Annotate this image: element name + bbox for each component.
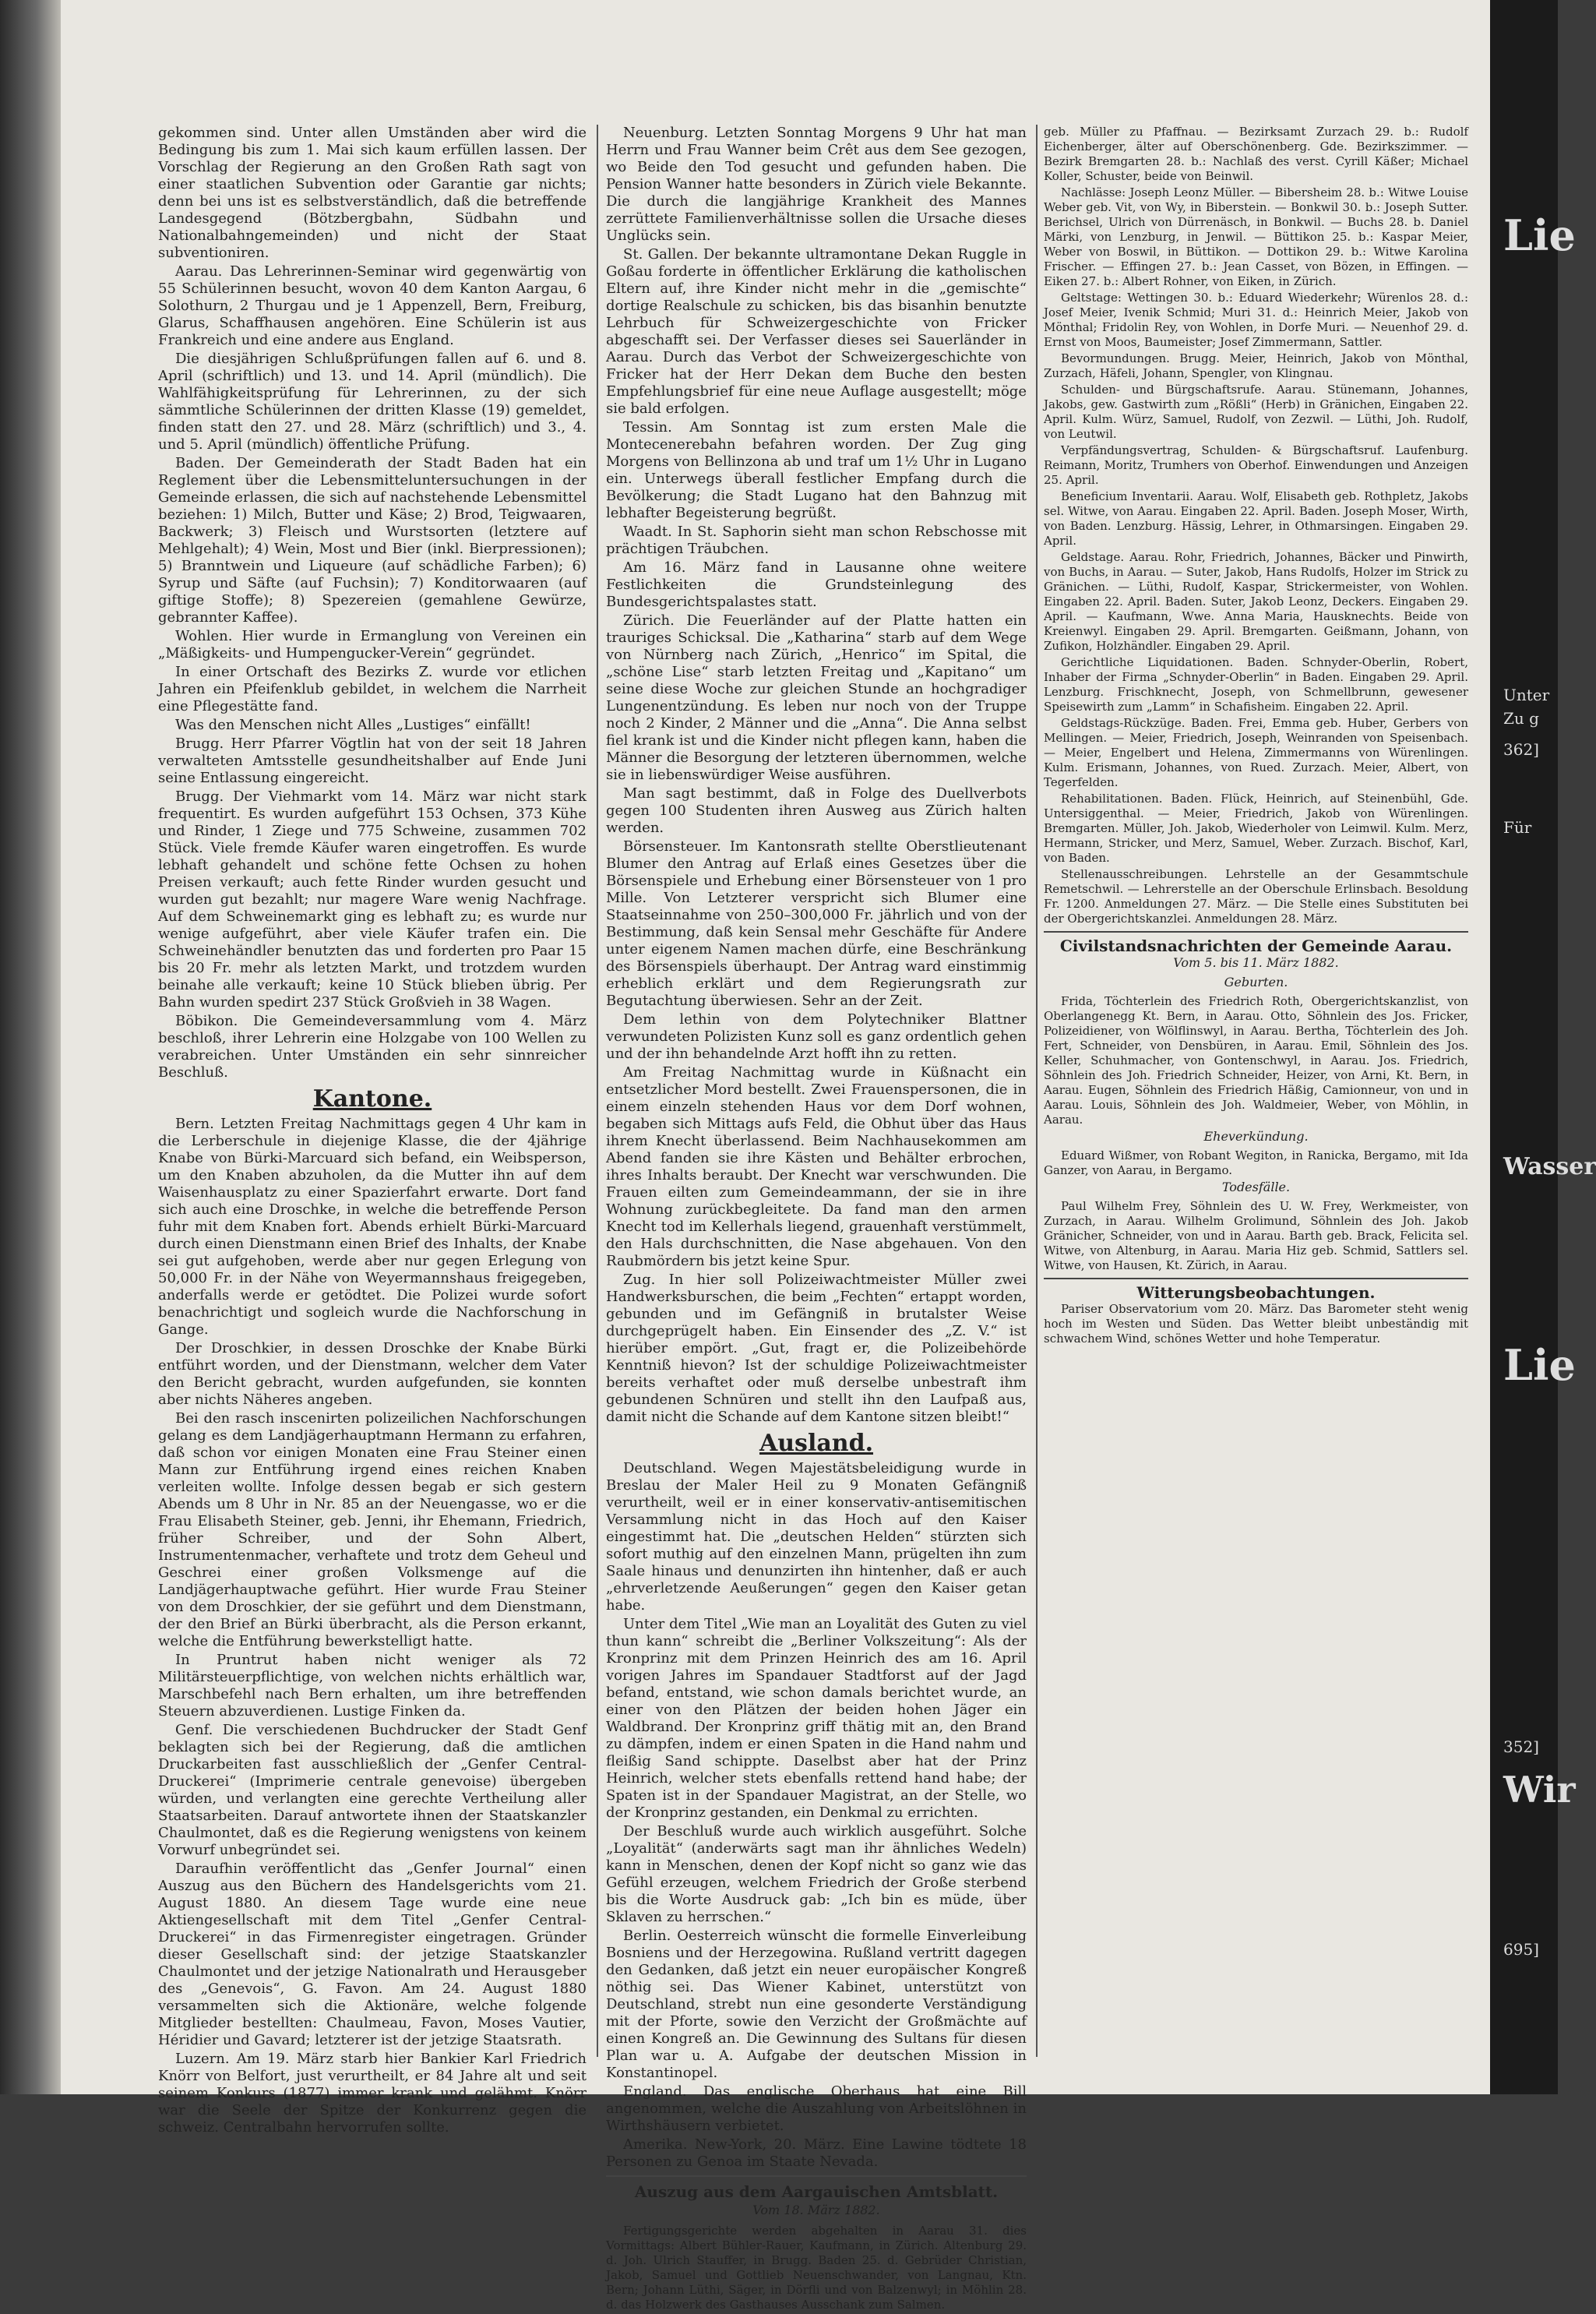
section-heading-ausland: Ausland. <box>759 1430 874 1457</box>
adjacent-fragment-8: Wir <box>1503 1769 1576 1811</box>
divider <box>1044 1278 1468 1279</box>
page-binding-shadow <box>0 0 61 2094</box>
article-genf: Genf. Die verschiedenen Buchdrucker der Stadt Genf beklagten sich bei der Regierung, daß die amtlichen Druckarbeiten fast ausschließlich der „Genfer Central-Druckerei“ (Imprimerie centrale genevoise) übergeben würden, und verlangten eine gerechte Vertheilung aller Staatsarbeiten. Darauf antwortete ihnen der Staatskanzler Chaulmontet, daß es die Regierung wenigstens von keinem Vorwurf unbegründet sei. <box>158 1722 587 1858</box>
article-stgallen: St. Gallen. Der bekannte ultramontane Dekan Ruggle in Goßau forderte in öffentlicher Erklärung die katholischen Eltern auf, ihre Kinder nicht mehr in die „gemischte“ dortige Realschule zu schicken, bis das bisanhin benutzte Lehrbuch für Schweizergeschichte von Fricker abgeschafft sei. Der Verfasser dieses sei Sauerländer in Aarau. Durch das Verbot der Schweizergeschichte von Fricker hat der Herr Dekan dem Buche den besten Empfehlungsbrief für eine neue Auflage ausgestellt; möge sie bald erfolgen. <box>606 246 1027 417</box>
tod-heading: Todesfälle. <box>1221 1180 1291 1194</box>
newspaper-page <box>61 0 1490 2312</box>
article-brugg-1: Brugg. Herr Pfarrer Vögtlin hat von der seit 18 Jahren verwalteten Amtsstelle gesundheitshalber auf Ende Juni seine Entlassung eingereicht. <box>158 735 587 786</box>
article-zug: Zug. In hier soll Polizeiwachtmeister Müller zwei Handwerksburschen, die beim „Fechten“ ertappt worden, gebunden und im Gefängniß in brutalster Weise durchgeprügelt haben. Ein Einsender des „Z. V.“ ist hierüber empört. „Gut, fragt er, die Polizeibehörde Kenntniß hievon? Ist der schuldige Polizeiwachtmeister bereits verhaftet oder muß derselbe unbestraft ihm gebundenen Schnüren und stellt ihn den Laufpaß aus, damit nicht die Schande auf dem Kantone sitzen bleibt!“ <box>606 1272 1027 1425</box>
amtsblatt-bereinigung: Verpfändungsvertrag, Schulden- & Bürgschaftsruf. Laufenburg. Reimann, Moritz, Trumhers von Oberhof. Einwendungen und Anzeigen 25. April. <box>1044 443 1468 487</box>
adjacent-fragment-5: Für <box>1503 818 1532 837</box>
article-waadt-2: Am 16. März fand in Lausanne ohne weitere Festlichkeiten die Grundsteinlegung des Bundesgerichtspalastes statt. <box>606 559 1027 610</box>
amtsblatt-stellen: Stellenausschreibungen. Lehrstelle an der Gesammtschule Remetschwil. — Lehrerstelle an der Oberschule Erlinsbach. Besoldung Fr. 1200. Anmeldungen 27. März. — Die Stelle eines Substituten bei der Obergerichtskanzlei. Anmeldungen 28. März. <box>1044 867 1468 926</box>
amtsblatt-heading: Auszug aus dem Aargauischen Amtsblatt. <box>634 2182 999 2201</box>
adjacent-fragment-10: 352] <box>1503 1737 1539 1756</box>
article-baden: Baden. Der Gemeinderath der Stadt Baden hat ein Reglement über die Lebensmitteluntersuchungen in der Gemeinde erlassen, die sich auf nachstehende Lebensmittel beziehen: 1) Milch, Butter und Käse; 2) Brod, Teigwaaren, Backwerk; 3) Fleisch und Wurstsorten (letztere auf Mehlgehalt); 4) Wein, Most und Bier (inkl. Bierpressionen); 5) Branntwein und Liqueure (auf schädliche Farben); 6) Syrup und Säfte (auf Fuchsin); 7) Konditorwaaren (auf giftige Stoffe); 8) Spezereien (gemahlene Gewürze, gebrannter Kaffee). <box>158 455 587 626</box>
column-3 <box>1044 125 1468 1348</box>
ehe-text: Eduard Wißmer, von Robant Wegiton, in Ranicka, Bergamo, mit Ida Ganzer, von Aarau, in Bergamo. <box>1044 1148 1468 1177</box>
tod-text: Paul Wilhelm Frey, Söhnlein des U. W. Frey, Werkmeister, von Zurzach, in Aarau. Wilhelm Grolimund, Söhnlein des Joh. Jakob Gränicher, Schneider, von und in Aarau. Barth geb. Brack, Felicita sel. Witwe, von Altenburg, in Aarau. Maria Hiz geb. Schmid, Sattlers sel. Witwe, von Hausen, Kt. Zürich, in Aarau. <box>1044 1199 1468 1272</box>
geburten-text: Frida, Töchterlein des Friedrich Roth, Obergerichtskanzlist, von Oberlangenegg Kt. Bern, in Aarau. Otto, Söhnlein des Jos. Fricker, Polizeidiener, von Wölflinswyl, in Aarau. Bertha, Töchterlein des Joh. Fert, Schneider, von Densbüren, in Aarau. Emil, Söhnlein des Jos. Keller, Schuhmacher, von Gontenschwyl, in Aarau. Jos. Friedrich, Söhnlein des Joh. Friedrich Schneider, Heizer, von Arni, Kt. Bern, in Aarau. Eugen, Söhnlein des Friedrich Häßig, Camionneur, von und in Aarau. Louis, Söhnlein des Joh. Waldmeier, Weber, von Möhlin, in Aarau. <box>1044 994 1468 1127</box>
article-lustiges: Was den Menschen nicht Alles „Lustiges“ einfällt! <box>175 717 531 733</box>
column-2 <box>606 125 1027 2314</box>
article-boebikon: Böbikon. Die Gemeindeversammlung vom 4. März beschloß, ihrer Lehrerin eine Holzgabe von 100 Wellen zu verabreichen. Unter Umständen ein sehr sinnreicher Beschluß. <box>158 1013 587 1081</box>
article-neuenburg: Neuenburg. Letzten Sonntag Morgens 9 Uhr hat man Herrn und Frau Wanner beim Crêt aus dem See gezogen, wo Beide den Tod gesucht und gefunden haben. Die Pension Wanner hatte besonders in Zürich viele Bekannte. Die durch die langjährige Krankheit des Mannes zerrüttete Familienverhältnisse sollen die Ursache dieses Unglücks sein. <box>606 125 1027 244</box>
article-deutschland-2: Unter dem Titel „Wie man an Loyalität des Guten zu viel thun kann“ schreibt die „Berliner Volkszeitung“: Als der Kronprinz mit dem Prinzen Heinrich des am 16. April vorigen Jahres im Spandauer Stadtforst auf der Jagd befand, entstand, wie schon damals berichtet wurde, an einer von den Plätzen der beiden hohen Jäger ein Waldbrand. Der Kronprinz griff thätig mit an, den Brand zu dämpfen, indem er einen Spaten in die Hand nahm und fleißig Sand schippte. Daselbst aber hat der Prinz Heinrich, welcher stets ebenfalls rettend hand habe; der Spaten ist in der Spandauer Magistrat, an der Stelle, wo der Kronprinz gestanden, ein Denkmal zu errichten. <box>606 1616 1027 1821</box>
amtsblatt-liquidationen: Gerichtliche Liquidationen. Baden. Schnyder-Oberlin, Robert, Inhaber der Firma „Schnyder-Oberlin“ in Baden. Eingaben 29. April. Lenzburg. Frischknecht, Joseph, von Schmellbrunn, gewesener Speisewirth zum „Lamm“ in Schafisheim. Eingaben 22. April. <box>1044 655 1468 714</box>
amtsblatt-konkurse: Geltstage: Wettingen 30. b.: Eduard Wiederkehr; Würenlos 28. d.: Josef Meier, Ivenik Schmid; Muri 31. d.: Heinrich Meier, Jakob von Mönthal; Fridolin Rey, von Wohlen, in Dorfe Muri. — Neuenhof 29. d. Ernst von Moos, Baumeister; Josef Zimmermann, Sattler. <box>1044 291 1468 349</box>
amtsblatt-bevormundungen: Bevormundungen. Brugg. Meier, Heinrich, Jakob von Mönthal, Zurzach, Häfeli, Johann, Spengler, von Klingnau. <box>1044 351 1468 380</box>
article-boersensteuer: Börsensteuer. Im Kantonsrath stellte Oberstlieutenant Blumer den Antrag auf Erlaß eines Gesetzes über die Börsenspiele und Erhebung einer Börsensteuer von 1 pro Mille. Von Letzterer verspricht sich Blumer eine Staatseinnahme von 250–300,000 Fr. jährlich und von der Bestimmung, daß kein Sensal mehr Geschäfte für Andere unter eigenem Namen machen dürfe, eine Beschränkung des Börsenspiels überhaupt. Der Antrag ward einstimmig erheblich erklärt und dem Regierungsrath zur Begutachtung überwiesen. Sehr an der Zeit. <box>606 838 1027 1009</box>
amtsblatt-date: Vom 18. März 1882. <box>752 2203 880 2217</box>
amtsblatt-rueckstellungen: Geldstags-Rückzüge. Baden. Frei, Emma geb. Huber, Gerbers von Mellingen. — Meier, Friedrich, Joseph, Weinranden von Speisenbach. — Meier, Engelbert und Helena, Zimmermanns von Würenlingen. Kulm. Erismann, Johannes, von Rued. Zurzach. Meier, Albert, von Tegerfelden. <box>1044 716 1468 789</box>
article-polytechnikum: Dem lethin von dem Polytechniker Blattner verwundeten Polizisten Kunz soll es ganz ordentlich gehen und der ihn behandelnde Arzt hofft ihn zu retten. <box>606 1011 1027 1062</box>
adjacent-fragment-1: Lie <box>1503 210 1576 260</box>
article-berlin: Berlin. Oesterreich wünscht die formelle Einverleibung Bosniens und der Herzegowina. Rußland vertritt dagegen den Gedanken, daß jetzt ein neuer europäischer Kongreß nöthig sei. Das Wiener Kabinet, unterstützt von Deutschland, strebt nun eine gesonderte Verständigung mit der Pforte, sowie den Verzicht der Großmächte auf einen Kongreß an. Die Gewinnung des Sultans für diesen Plan war u. A. Aufgabe der deutschen Mission in Konstantinopel. <box>606 1928 1027 2081</box>
witterung-text: Pariser Observatorium vom 20. März. Das Barometer steht wenig hoch im Westen und Süden. Das Wetter bleibt unbeständig mit schwachem Wind, schönes Wetter und hohe Temperatur. <box>1044 1302 1468 1346</box>
adjacent-fragment-2: Unter <box>1503 686 1550 704</box>
article-bern-4: In Pruntrut haben nicht weniger als 72 Militärsteuerpflichtige, von welchen nichts erhältlich war, Marschbefehl nach Bern erhalten, um ihre betreffenden Steuern abzuverdienen. Lustige Finken da. <box>158 1652 587 1720</box>
article-kuesnacht: Am Freitag Nachmittag wurde in Küßnacht ein entsetzlicher Mord bestellt. Zwei Frauenspersonen, die in einem einzeln stehenden Haus vor dem Dorf wohnen, begaben sich Mittags aufs Feld, die Obhut über das Haus ihrem Knecht überlassend. Beim Nachhausekommen am Abend fanden sie ihre Kästen und Behälter erbrochen, ihres Inhalts beraubt. Der Knecht war verschwunden. Die Frauen eilten zum Gemeindeammann, der sie in ihre Wohnung zurückbegleitete. Da fand man den armen Knecht tod im Kellerhals liegend, grauenhaft verstümmelt, den Hals durchschnitten, die Nase abgehauen. Von den Raubmördern bis jetzt keine Spur. <box>606 1064 1027 1269</box>
amtsblatt-intro: geb. Müller zu Pfaffnau. — Bezirksamt Zurzach 29. b.: Rudolf Eichenberger, älter auf Oberschönenberg. Gde. Bezirkszimmer. — Bezirk Bremgarten 28. b.: Nachlaß des verst. Cyrill Käßer; Michael Koller, Schuster, beide von Beinwil. <box>1044 125 1468 183</box>
article-waadt: Waadt. In St. Saphorin sieht man schon Rebschosse mit prächtigen Träubchen. <box>606 524 1027 557</box>
article-bern: Bern. Letzten Freitag Nachmittags gegen 4 Uhr kam in die Lerberschule in diejenige Klasse, die der 4jährige Knabe von Bürki-Marcuard sich befand, ein Weibsperson, um den Knaben abzuholen, da die Mutter ihn auf dem Waisenhausplatz zu einer Spazierfahrt erwarte. Dort fand sich auch eine Droschke, in welche die betreffende Person fuhr mit dem Knaben fort. Abends erhielt Bürki-Marcuard durch einen Dienstmann einen Brief des Inhalts, der Knabe sei gut aufgehoben, werde aber nur gegen Erlegung von 50,000 Fr. in der Nähe von Weyermannshaus freigegeben, anderfalls werde er getödtet. Die Polizei wurde sofort benachrichtigt und sogleich wurde die Nachforschung in Gange. <box>158 1116 587 1338</box>
article-deutschland: Deutschland. Wegen Majestätsbeleidigung wurde in Breslau der Maler Heil zu 9 Monaten Gefängniß verurtheilt, weil er in einer konservativ-antisemitischen Versammlung nicht in das Hoch auf den Kaiser eingestimmt hat. Die „deutschen Helden“ stürzten sich sofort muthig auf den einzelnen Mann, prügelten ihn zum Saale hinaus und denunzirten ihn hintenher, daß er auch „ehrverletzende Aeußerungen“ gegen den Kaiser getan habe. <box>606 1460 1027 1614</box>
adjacent-fragment-9: 695] <box>1503 1940 1539 1959</box>
amtsblatt-nachlaesse: Nachlässe: Joseph Leonz Müller. — Bibersheim 28. b.: Witwe Louise Weber geb. Vit, von Wy, in Biberstein. — Bonkwil 30. b.: Joseph Sutter. Berichsel, Ulrich von Dürrenäsch, in Bonkwil. — Buchs 28. b. Daniel Märki, von Lenzburg, in Jenwil. — Büttikon 25. b.: Kaspar Meier, Weber von Boswil, in Büttikon. — Dottikon 29. b.: Witwe Karolina Frischer. — Effingen 27. b.: Jean Casset, von Bözen, in Effingen. — Eiken 27. b.: Albert Rohner, von Eiken, in Zürich. <box>1044 185 1468 288</box>
divider <box>606 2175 1027 2177</box>
article-genf-2: Daraufhin veröffentlicht das „Genfer Journal“ einen Auszug aus den Büchern des Handelsgerichts vom 21. August 1880. An diesem Tage wurde eine neue Aktiengesellschaft mit dem Titel „Genfer Central-Druckerei“ in das Firmenregister eingetragen. Gründer dieser Gesellschaft sind: der jetzige Staatskanzler Chaulmontet und der jetzige Nationalrath und Herausgeber des „Genevois“, G. Favon. Am 24. August 1880 versammelten sich die Aktionäre, welche folgende Mitglieder bestellten: Chaulmeau, Favon, Moses Vautier, Héridier und Gavard; letzterer ist der jetzige Staatsrath. <box>158 1861 587 2048</box>
article-amerika: Amerika. New-York, 20. März. Eine Lawine tödtete 18 Personen zu Genoa im Staate Nevada. <box>606 2136 1027 2170</box>
adjacent-fragment-4: 362] <box>1503 740 1539 759</box>
adjacent-fragment-3: Zu g <box>1503 709 1539 728</box>
column-rule-1 <box>597 125 598 2057</box>
adjacent-fragment-7: Lie <box>1503 1340 1576 1390</box>
amtsblatt-geldstage: Geldstage. Aarau. Rohr, Friedrich, Johannes, Bäcker und Pinwirth, von Buchs, in Aarau. — Suter, Jakob, Hans Rudolfs, Holzer im Strick zu Gränichen. — Lüthi, Rudolf, Kaspar, Strickermeister, von Wohlen. Eingaben 22. April. Baden. Suter, Jakob Leonz, Deckers. Eingaben 29. April. — Kaufmann, Wwe. Anna Maria, Hausknechts. Beide von Kreienwyl. Eingaben 29. April. Bremgarten. Geißmann, Johann, von Zufikon, Holzhändler. Eingaben 29. April. <box>1044 550 1468 653</box>
article-england: England. Das englische Oberhaus hat eine Bill angenommen, welche die Auszahlung von Arbeitslöhnen in Wirthshäusern verbietet. <box>606 2083 1027 2134</box>
article-ortschaft: In einer Ortschaft des Bezirks Z. wurde vor etlichen Jahren ein Pfeifenklub gebildet, in welchem die Narrheit eine Pflegestätte fand. <box>158 664 587 714</box>
article-luzern: Luzern. Am 19. März starb hier Bankier Karl Friedrich Knörr von Belfort, just verurtheilt, er 84 Jahre alt und seit seinem Konkurs (1877) immer krank und gelähmt. Knörr war die Seele der Spitze der Konkurrenz gegen die schweiz. Centralbahn hervorrufen sollte. <box>158 2051 587 2136</box>
column-rule-2 <box>1036 125 1038 2057</box>
article-brugg-2: Brugg. Der Viehmarkt vom 14. März war nicht stark frequentirt. Es wurden aufgeführt 153 Ochsen, 373 Kühe und Rinder, 1 Ziege und 775 Schweine, zusammen 702 Stück. Viele fremde Käufer waren eingetroffen. Es wurde lebhaft gehandelt und schöne fette Ochsen zu hohen Preisen verkauft; auch fette Rinder wurden gesucht und wurden gut bezahlt; nur magere Ware wenig Nachfrage. Auf dem Schweinemarkt ging es lebhaft zu; es wurde nur wenige aufgeführt, aber viele Käufer trafen ein. Die Schweinehändler benutzten das und forderten pro Paar 15 bis 20 Fr. mehr als letzten Markt, und trotzdem wurden beinahe alle verkauft; keine 10 Stück blieben übrig. Per Bahn wurden spedirt 237 Stück Großvieh in 38 Wagen. <box>158 788 587 1011</box>
zivilstand-heading: Civilstandsnachrichten der Gemeinde Aarau. <box>1059 937 1453 955</box>
adjacent-fragment-6: Wasser <box>1503 1153 1596 1180</box>
article-aarau: Aarau. Das Lehrerinnen-Seminar wird gegenwärtig von 55 Schülerinnen besucht, wovon 40 dem Kanton Aargau, 6 Solothurn, 2 Thurgau und je 1 Appenzell, Bern, Freiburg, Glarus, Schaffhausen angehören. Eine Schülerin ist aus Frankreich und eine andere aus England. <box>158 263 587 348</box>
section-heading-kantone: Kantone. <box>312 1085 432 1113</box>
witterung-heading: Witterungsbeobachtungen. <box>1136 1283 1376 1302</box>
amtsblatt-text: Fertigungsgerichte werden abgehalten in Aarau 31. dies Vormittags: Albert Bühler-Rauer, Kaufmann, in Zürich. Altenburg 29. d. Joh. Ulrich Stauffer, in Brugg. Baden 25. d. Gebrüder Christian, Jakob, Samuel und Gottlieb Neuenschwander, von Langnau, Ktn. Bern; Johann Lüthi, Säger, in Dörfli und von Balzenwyl; in Möhlin 28. d. das Holzwerk des Gasthauses Ausschank zum Salmen. <box>606 2224 1027 2312</box>
article-bern-2: Der Droschkier, in dessen Droschke der Knabe Bürki entführt worden, und der Dienstmann, welcher dem Vater den Bericht gebracht, wurden aufgefunden, sie konnten aber nichts Näheres angeben. <box>158 1340 587 1408</box>
ehe-heading: Eheverkündung. <box>1203 1129 1309 1144</box>
article-tessin: Tessin. Am Sonntag ist zum ersten Male die Montecenerebahn befahren worden. Der Zug ging Morgens von Bellinzona ab und traf um 1½ Uhr in Lugano ein. Unterwegs überall festlicher Empfang durch die Bevölkerung; die Stadt Lugano hat den Bahnzug mit lebhafter Begeisterung begrüßt. <box>606 419 1027 521</box>
article-bern-3: Bei den rasch inscenirten polizeilichen Nachforschungen gelang es dem Landjägerhauptmann Hermann zu erfahren, daß schon vor einigen Monaten eine Frau Steiner einen Mann zur Entführung irgend eines reichen Knaben verleiten wollte. Infolge dessen begab er sich gestern Abends um 8 Uhr in Nr. 85 an der Neuengasse, wo er die Frau Elisabeth Steiner, geb. Jenni, ihr Ehemann, Friedrich, früher Schreiber, und der Sohn Albert, Instrumentenmacher, verhaftete und trotz dem Geheul und Geschrei einer großen Volksmenge auf die Landjägerhauptwache geführt. Hier wurde Frau Steiner von dem Droschkier, der sie geführt und dem Dienstmann, der den Brief an Bürki überbracht, als die Person erkannt, welche die Entführung bewerkstelligt hatte. <box>158 1410 587 1649</box>
amtsblatt-inventar: Beneficium Inventarii. Aarau. Wolf, Elisabeth geb. Rothpletz, Jakobs sel. Witwe, von Aarau. Eingaben 22. April. Baden. Joseph Moser, Wirth, von Baden. Lenzburg. Hässig, Lehrer, in Othmarsingen. Eingaben 29. April. <box>1044 489 1468 548</box>
article-deutschland-3: Der Beschluß wurde auch wirklich ausgeführt. Solche „Loyalität“ (anderwärts sagt man ihr ähnliches Wedeln) kann in Menschen, denen der Kopf nicht so ganz wie das Gefühl erzeugen, welchem Friedrich der Große sterbend bis die Worte Ausdruck gab: „Ich bin es müde, über Sklaven zu herrschen.“ <box>606 1823 1027 1925</box>
divider <box>1044 931 1468 933</box>
column-1 <box>158 125 587 2138</box>
top-text: gekommen sind. Unter allen Umständen aber wird die Bedingung bis zum 1. Mai sich kaum erfüllen lassen. Der Vorschlag der Regierung an den Großen Rath sagt von einer staatlichen Subvention oder Garantie gar nichts; denn bei uns ist es selbstverständlich, daß die betreffende Landesgegend (Bötzbergbahn, Südbahn und Nationalbahngemeinden) und nicht der Staat subventioniren. <box>158 125 587 261</box>
geburten-heading: Geburten. <box>1224 975 1288 989</box>
zivilstand-date: Vom 5. bis 11. März 1882. <box>1173 955 1339 970</box>
article-wohlen: Wohlen. Hier wurde in Ermanglung von Vereinen ein „Mäßigkeits- und Humpengucker-Verein“ gegründet. <box>158 628 587 661</box>
article-pruefung: Die diesjährigen Schlußprüfungen fallen auf 6. und 8. April (schriftlich) und 13. und 14. April (mündlich). Die Wahlfähigkeitsprüfung für Lehrerinnen, zu der sich sämmtliche Schülerinnen der dritten Klasse (19) gemeldet, finden statt den 27. und 28. März (schriftlich) und 3., 4. und 5. April (mündlich) öffentliche Prüfung. <box>158 351 587 453</box>
article-zuerich-2: Man sagt bestimmt, daß in Folge des Duellverbots gegen 100 Studenten ihren Ausweg aus Zürich halten werden. <box>606 785 1027 836</box>
amtsblatt-rehabilitationen: Rehabilitationen. Baden. Flück, Heinrich, auf Steinenbühl, Gde. Untersiggenthal. — Meier, Friedrich, Jakob von Würenlingen. Bremgarten. Müller, Joh. Jakob, Wiederholer von Leimwil. Kulm. Merz, Hermann, Stricker, und Merz, Samuel, Weber. Zurzach. Bischof, Karl, von Baden. <box>1044 792 1468 865</box>
amtsblatt-schulden: Schulden- und Bürgschaftsrufe. Aarau. Stünemann, Johannes, Jakobs, gew. Gastwirth zum „Rößli“ (Herb) in Gränichen, Eingaben 22. April. Kulm. Würz, Samuel, Rudolf, von Zezwil. — Lüthi, Joh. Rudolf, von Leutwil. <box>1044 383 1468 441</box>
article-zuerich: Zürich. Die Feuerländer auf der Platte hatten ein trauriges Schicksal. Die „Katharina“ starb auf dem Wege von Nürnberg nach Zürich, „Henrico“ im Spital, die „schöne Lise“ starb letzten Freitag und „Kapitano“ um seine diese Woche zur gleichen Stunde an hochgradiger Lungenentzündung. Es leben nur noch von der Truppe noch 2 Kinder, 2 Männer und die „Anna“. Die Anna selbst fiel krank ist und die Kinder nicht pflegen kann, haben die Männer die Besorgung der letzteren übernommen, welche sie in liebenswürdiger Weise ausführen. <box>606 612 1027 783</box>
